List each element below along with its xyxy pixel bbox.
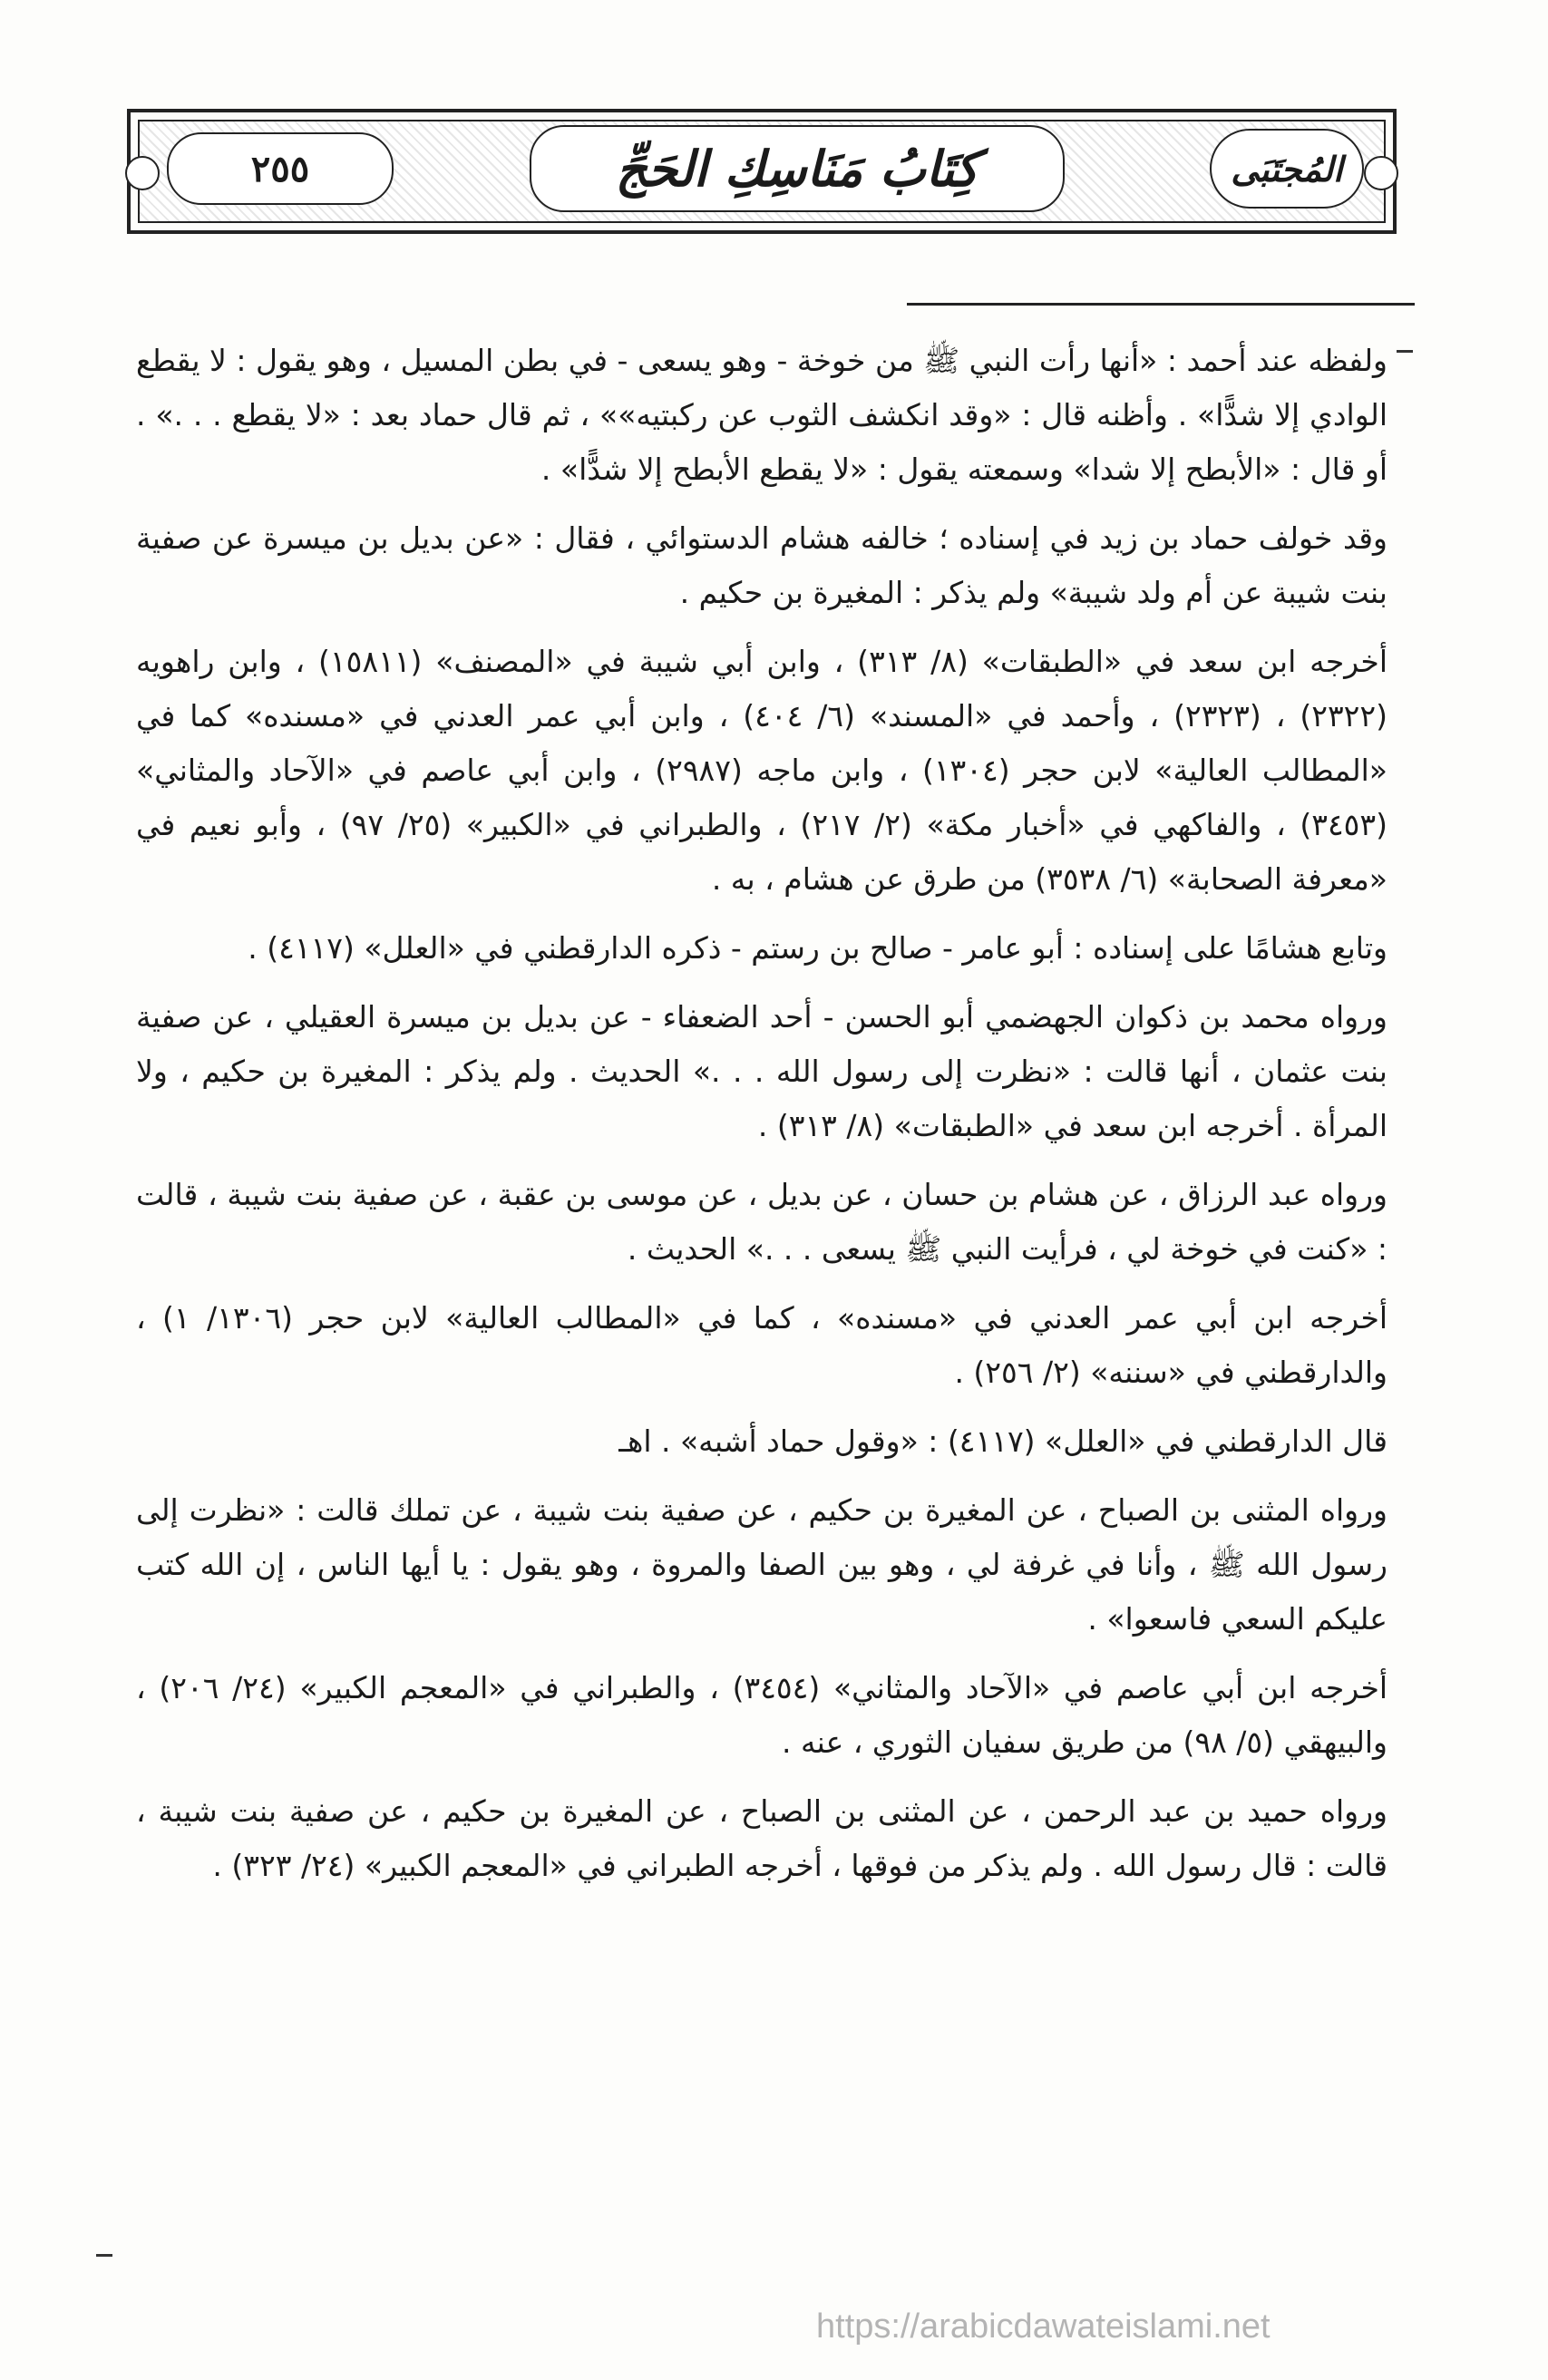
margin-dash-mark-bottom xyxy=(96,2254,112,2257)
paragraph: وقد خولف حماد بن زيد في إسناده ؛ خالفه هشام الدستوائي ، فقال : «عن بديل بن ميسرة عن صفية بنت شيبة عن أم ولد شيبة» ولم يذكر : المغيرة بن حكيم . xyxy=(136,520,1387,610)
series-logo-panel xyxy=(1210,129,1364,209)
series-logo: المُجتَبَى xyxy=(1231,148,1343,189)
paragraph: أخرجه ابن سعد في «الطبقات» (٨/ ٣١٣) ، وابن أبي شيبة في «المصنف» (١٥٨١١) ، وابن راهويه (٢٣٢٢) ، (٢٣٢٣) ، وأحمد في «المسند» (٦/ ٤٠٤) ، وابن أبي عمر العدني في «مسنده» كما في «المطالب العالية» لابن حجر (١٣٠٤) ، وابن ماجه (٢٩٨٧) ، وابن أبي عاصم في «الآحاد والمثاني» (٣٤٥٣) ، والفاكهي في «أخبار مكة» (٢/ ٢١٧) ، والطبراني في «الكبير» (٢٥/ ٩٧) ، وأبو نعيم في «معرفة الصحابة» (٦/ ٣٥٣٨) من طرق عن هشام ، به . xyxy=(136,644,1387,897)
paragraph: قال الدارقطني في «العلل» (٤١١٧) : «وقول حماد أشبه» . اهـ xyxy=(618,1423,1387,1459)
paragraph: ولفظه عند أحمد : «أنها رأت النبي ﷺ من خوخة - وهو يسعى - في بطن المسيل ، وهو يقول : لا يقطع الوادي إلا شدًّا» . وأظنه قال : «وقد انكشف الثوب عن ركبتيه»» ، ثم قال حماد بعد : «لا يقطع . . .» . أو قال : «الأبطح إلا شدا» وسمعته يقول : «لا يقطع الأبطح إلا شدًّا» . xyxy=(136,343,1387,487)
page-number: ٢٥٥ xyxy=(250,147,310,190)
paragraph: ورواه حميد بن عبد الرحمن ، عن المثنى بن الصباح ، عن المغيرة بن حكيم ، عن صفية بنت شيبة ، قالت : قال رسول الله . ولم يذكر من فوقها ، أخرجه الطبراني في «المعجم الكبير» (٢٤/ ٣٢٣) . xyxy=(136,1793,1387,1883)
corner-ornament-right xyxy=(1364,156,1398,190)
footnote-body xyxy=(136,334,1387,1908)
page-header-frame xyxy=(127,109,1397,234)
paragraph: ورواه محمد بن ذكوان الجهضمي أبو الحسن - أحد الضعفاء - عن بديل بن ميسرة العقيلي ، عن صفية بنت عثمان ، أنها قالت : «نظرت إلى رسول الله . . .» الحديث . ولم يذكر : المغيرة بن حكيم ، ولا المرأة . أخرجه ابن سعد في «الطبقات» (٨/ ٣١٣) . xyxy=(136,999,1387,1143)
paragraph: أخرجه ابن أبي عاصم في «الآحاد والمثاني» (٣٤٥٤) ، والطبراني في «المعجم الكبير» (٢٤/ ٢٠٦) ، والبيهقي (٥/ ٩٨) من طريق سفيان الثوري ، عنه . xyxy=(136,1670,1388,1760)
margin-dash-mark-top xyxy=(1397,350,1413,353)
footnote-separator-rule xyxy=(907,303,1415,306)
paragraph: ورواه المثنى بن الصباح ، عن المغيرة بن حكيم ، عن صفية بنت شيبة ، عن تملك قالت : «نظرت إلى رسول الله ﷺ ، وأنا في غرفة لي ، وهو بين الصفا والمروة ، وهو يقول : يا أيها الناس ، إن الله كتب عليكم السعي فاسعوا» . xyxy=(136,1492,1387,1637)
corner-ornament-left xyxy=(125,156,160,190)
paragraph: أخرجه ابن أبي عمر العدني في «مسنده» ، كما في «المطالب العالية» لابن حجر (١٣٠٦/ ١) ، والدارقطني في «سننه» (٢/ ٢٥٦) . xyxy=(136,1300,1388,1390)
page-number-panel xyxy=(167,132,394,205)
paragraph: ورواه عبد الرزاق ، عن هشام بن حسان ، عن بديل ، عن موسى بن عقبة ، عن صفية بنت شيبة ، قالت : «كنت في خوخة لي ، فرأيت النبي ﷺ يسعى . . .» الحديث . xyxy=(136,1177,1387,1267)
book-title: كِتَابُ مَنَاسِكِ الحَجِّ xyxy=(615,140,979,198)
source-watermark: https://arabicdawateislami.net xyxy=(816,2307,1271,2346)
paragraph: وتابع هشامًا على إسناده : أبو عامر - صالح بن رستم - ذكره الدارقطني في «العلل» (٤١١٧) . xyxy=(248,930,1387,966)
book-title-panel xyxy=(530,125,1065,212)
